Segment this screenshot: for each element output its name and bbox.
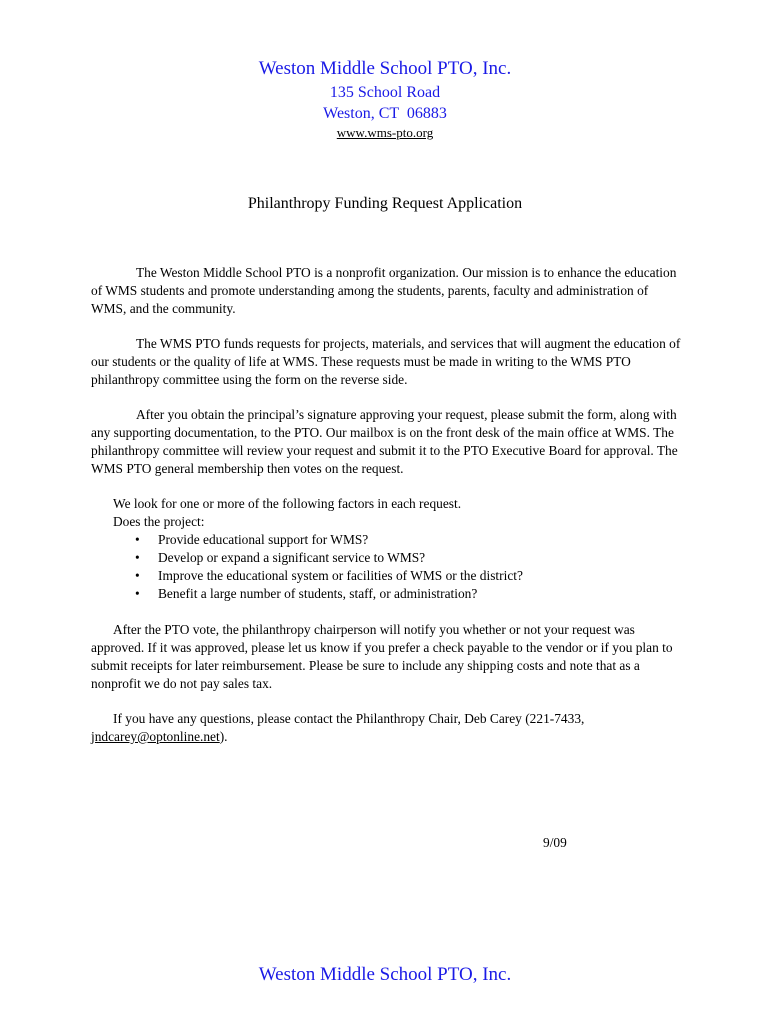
approval-paragraph: After the PTO vote, the philanthropy chairperson will notify you whether or not your request was approved. If it was approved, please let us know if you prefer a check payable to the vendor or if you plan to submit receipts for later reimbursement. Please be sure to include any shipping costs and note that as a nonprofit we do not pay sales tax. xyxy=(91,622,673,691)
funding-paragraph: The WMS PTO funds requests for projects, materials, and services that will augment the education of our students or the quality of life at WMS. These requests must be made in writing to the WMS PTO philanthropy committee using the form on the reverse side. xyxy=(91,336,681,387)
list-item xyxy=(135,585,681,603)
address-line-2: Weston, CT 06883 xyxy=(323,105,447,122)
contact-email-link[interactable]: jndcarey@optonline.net xyxy=(91,729,220,744)
website-link[interactable]: www.wms-pto.org xyxy=(336,125,434,140)
contact-text: If you have any questions, please contact the Philanthropy Chair, Deb Carey (221-7433, xyxy=(113,711,585,726)
list-item-text: Benefit a large number of students, staff, or administration? xyxy=(158,586,478,601)
document-title: Philanthropy Funding Request Application xyxy=(247,195,523,212)
factors-intro: We look for one or more of the following factors in each request. xyxy=(113,496,462,511)
does-project-label: Does the project: xyxy=(113,514,205,529)
letterhead xyxy=(0,56,770,142)
bullet-icon: • xyxy=(135,568,140,583)
org-name: Weston Middle School PTO, Inc. xyxy=(258,58,512,79)
list-item xyxy=(135,567,681,585)
list-item-text: Develop or expand a significant service to WMS? xyxy=(158,550,426,565)
contact-paragraph xyxy=(91,710,681,746)
revision-date: 9/09 xyxy=(543,835,567,850)
address-line-1: 135 School Road xyxy=(329,84,441,101)
footer-org-name: Weston Middle School PTO, Inc. xyxy=(258,964,512,985)
bullet-icon: • xyxy=(135,586,140,601)
list-item xyxy=(135,531,681,549)
list-item-text: Improve the educational system or facilities of WMS or the district? xyxy=(158,568,523,583)
bullet-icon: • xyxy=(135,532,140,547)
document-body xyxy=(91,264,681,763)
list-item xyxy=(135,549,681,567)
contact-text-end: ). xyxy=(219,729,228,744)
list-item-text: Provide educational support for WMS? xyxy=(158,532,369,547)
bullet-icon: • xyxy=(135,550,140,565)
factors-list xyxy=(91,531,681,603)
mission-paragraph: The Weston Middle School PTO is a nonprofit organization. Our mission is to enhance the education of WMS students and promote understanding among the students, parents, faculty and administration of WMS, and the community. xyxy=(91,265,677,316)
submission-paragraph: After you obtain the principal’s signature approving your request, please submit the form, along with any supporting documentation, to the PTO. Our mailbox is on the front desk of the main office at WMS. The philanthropy committee will review your request and submit it to the PTO Executive Board for approval. The WMS PTO general membership then votes on the request. xyxy=(91,407,678,476)
